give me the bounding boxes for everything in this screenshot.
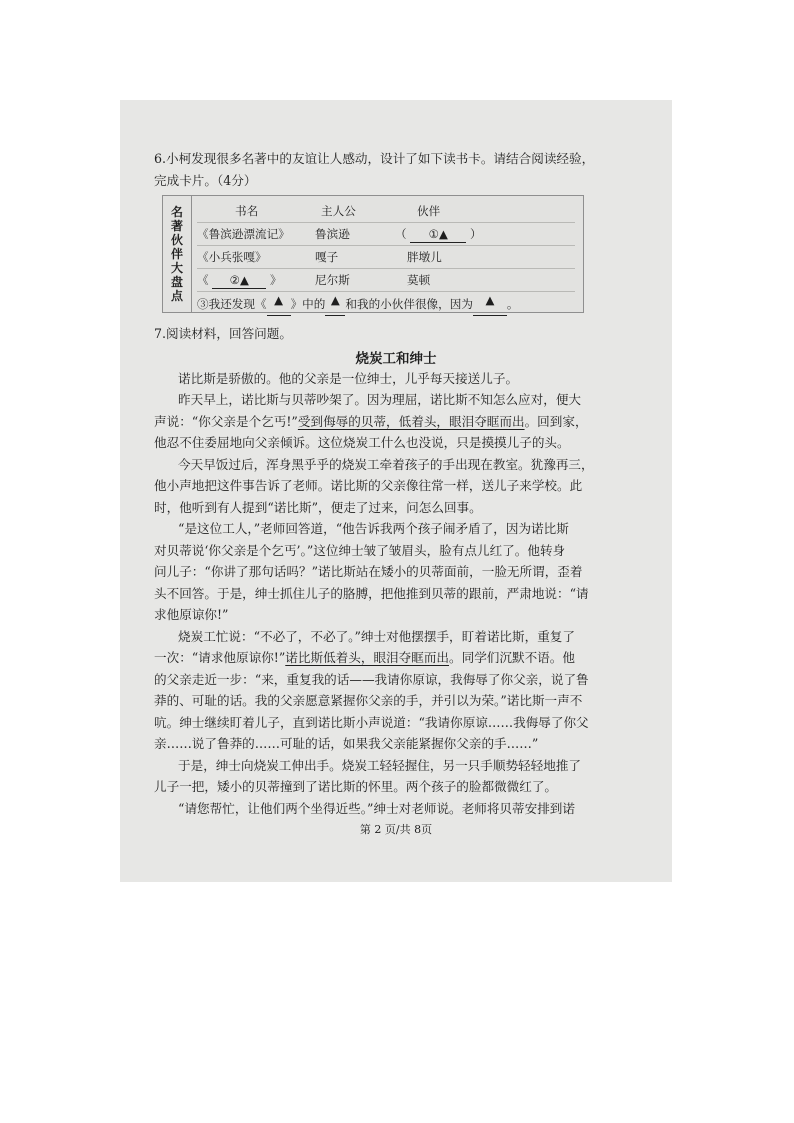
passage-line: 昨天早上，诺比斯与贝蒂吵架了。因为理屈，诺比斯不知怎么应对，便大 [178, 392, 581, 407]
discover-row: ③我还发现《 ▲ 》中的 ▲ 和我的小伙伴很像，因为 ▲ 。 [197, 292, 575, 316]
passage-line: 莽的、可耻的话。我的父亲愿意紧握你父亲的手，并引以为荣。”诺比斯一声不 [154, 693, 583, 708]
answer-blank-3a[interactable]: ▲ [267, 292, 291, 316]
passage-line: 求他原谅你!” [154, 607, 229, 622]
card-row [197, 246, 575, 269]
photographed-page [120, 100, 672, 882]
card-row [197, 223, 575, 246]
passage-line: 吭。绅士继续盯着儿子，直到诺比斯小声说道：“我请你原谅……我侮辱了你父 [154, 714, 589, 730]
passage-line: 亲……说了鲁莽的……可耻的话，如果我父亲能紧握你父亲的手……” [154, 736, 539, 751]
card-side-char: 伴 [170, 247, 183, 261]
q6-line-2: 完成卡片。（4分） [154, 172, 257, 188]
passage-line: 一次：“请求他原谅你!”诺比斯低着头，眼泪夺眶而出。同学们沉默不语。他 [154, 650, 575, 665]
passage-line: 头不回答。于是，绅士抓住儿子的胳膊，把他推到贝蒂的跟前，严肃地说：“请 [154, 585, 589, 601]
hero-name: 鲁滨逊 [315, 227, 350, 241]
card-side-char: 著 [170, 219, 183, 233]
passage-line: 儿子一把，矮小的贝蒂撞到了诺比斯的怀里。两个孩子的脸都微微红了。 [154, 779, 557, 794]
book-name: 《小兵张嘎》 [197, 250, 267, 264]
card-side-char: 大 [170, 261, 183, 275]
underlined-sentence-2: 诺比斯低着头，眼泪夺眶而出 [285, 650, 449, 665]
passage-line: 时，他听到有人提到“诺比斯”，便走了过来，问怎么回事。 [154, 499, 482, 515]
card-side-char: 点 [170, 289, 183, 303]
passage-line: “请您帮忙，让他们两个坐得近些。”绅士对老师说。老师将贝蒂安排到诺 [178, 800, 575, 816]
header-hero: 主人公 [321, 204, 356, 218]
card-row [197, 269, 575, 292]
card-table [197, 200, 575, 316]
passage-title: 烧炭工和绅士 [355, 350, 437, 367]
hero-name: 尼尔斯 [315, 273, 350, 287]
passage-line: 他小声地把这件事告诉了老师。诺比斯的父亲像往常一样，送儿子来学校。此 [154, 478, 583, 493]
partner-cell: （ ①▲ ） [395, 227, 482, 241]
card-side-char: 伙 [170, 233, 183, 247]
hero-name: 嘎子 [315, 250, 339, 264]
underlined-sentence-1: 受到侮辱的贝蒂，低着头，眼泪夺眶而出 [297, 413, 525, 429]
book-name: 《鲁滨逊漂流记》 [197, 227, 290, 241]
reading-card [162, 195, 584, 313]
passage-line: 烧炭工忙说：“不必了，不必了。”绅士对他摆摆手，盯着诺比斯，重复了 [178, 628, 575, 644]
answer-blank-3b[interactable]: ▲ [325, 292, 345, 316]
header-book: 书名 [235, 204, 259, 218]
book-cell: 《 ②▲ 》 [197, 273, 282, 287]
card-header-row [197, 200, 575, 223]
passage-line: 对贝蒂说‘你父亲是个乞丐’。”这位绅士皱了皱眉头，脸有点儿红了。他转身 [154, 542, 566, 558]
passage-line: 声说：“你父亲是个乞丐!”受到侮辱的贝蒂，低着头，眼泪夺眶而出。回到家， [154, 413, 588, 429]
partner-name: 莫顿 [407, 273, 431, 287]
answer-blank-3c[interactable]: ▲ [473, 292, 507, 316]
passage-line: 的父亲走近一步：“来，重复我的话——我请你原谅，我侮辱了你父亲，说了鲁 [154, 671, 589, 687]
page-footer: 第 2 页/共 8页 [359, 823, 433, 836]
passage-line: 诺比斯是骄傲的。他的父亲是一位绅士，儿乎每天接送儿子。 [178, 370, 519, 386]
header-partner: 伙伴 [417, 204, 441, 218]
passage-line: “是这位工人，”老师回答道，“他告诉我两个孩子闹矛盾了，因为诺比斯 [178, 521, 569, 536]
card-side-char: 名 [170, 205, 183, 219]
page-content [154, 148, 638, 837]
passage-line: 于是，绅士向烧炭工伸出手。烧炭工轻轻握住，另一只手顺势轻轻地推了 [178, 757, 581, 773]
passage-line: 他忍不住委屈地向父亲倾诉。这位烧炭工什么也没说，只是摸摸儿子的头。 [154, 435, 570, 450]
passage-line: 今天早饭过后，浑身黑乎乎的烧炭工牵着孩子的手出现在教室。犹豫再三， [178, 456, 594, 472]
passage-line: 问儿子：“你讲了那句话吗？”诺比斯站在矮小的贝蒂面前，一脸无所谓，歪着 [154, 564, 583, 579]
q6-line-1: 6.小柯发现很多名著中的友谊让人感动，设计了如下读书卡。请结合阅读经验， [154, 151, 595, 166]
card-side-char: 盘 [170, 275, 183, 289]
answer-blank-2[interactable]: ②▲ [212, 272, 266, 289]
partner-name: 胖墩儿 [407, 250, 442, 264]
answer-blank-1[interactable]: ①▲ [410, 226, 466, 243]
q7-prompt: 7.阅读材料，回答问题。 [154, 326, 292, 341]
card-side-title [163, 196, 192, 312]
